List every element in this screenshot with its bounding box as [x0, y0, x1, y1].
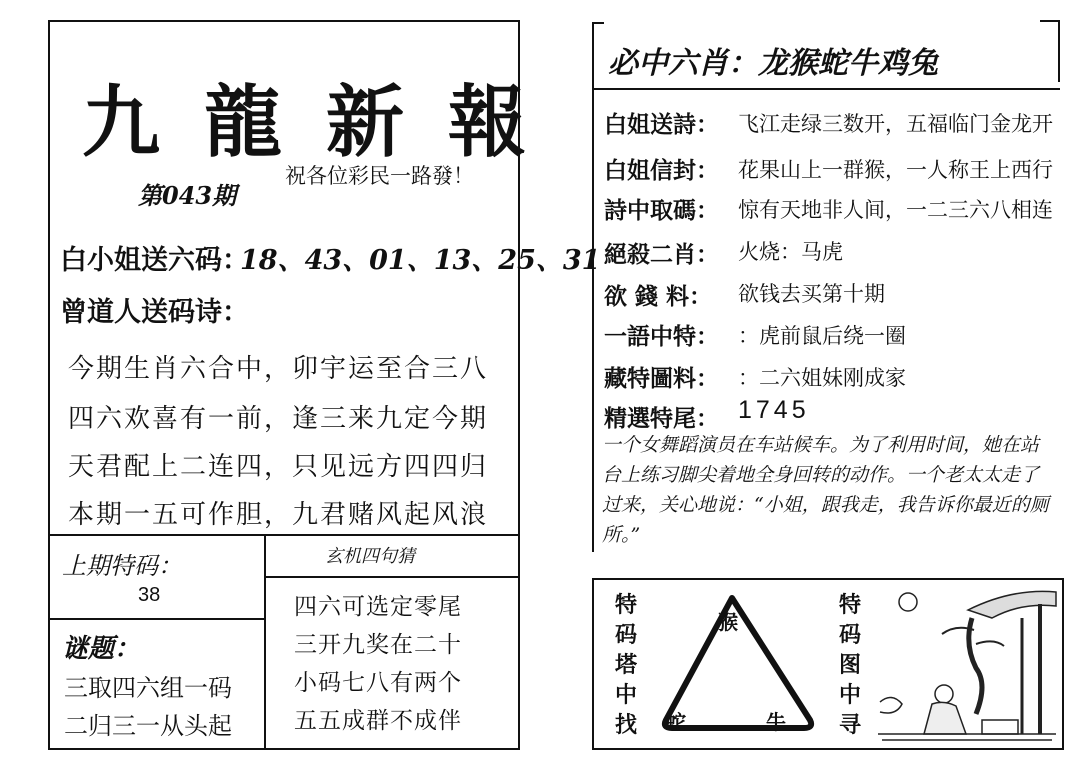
- row-label: 欲 錢 料：: [604, 283, 713, 310]
- greeting-text: 祝各位彩民一路發！: [285, 164, 474, 188]
- row-value: 惊有天地非人间，一二三六八相连: [738, 198, 1053, 222]
- row-label: 精選特尾：: [604, 405, 719, 432]
- hint-label: 谜题：: [62, 634, 141, 664]
- right-panel-left-edge: [592, 22, 594, 552]
- triangle-top-label: 猴: [718, 610, 738, 634]
- right-panel-right-edge: [1058, 20, 1060, 82]
- hint-line: 三取四六组一码: [64, 674, 232, 702]
- six-codes-label: 白小姐送六码：: [60, 245, 249, 276]
- issue-number: 第043期: [138, 181, 237, 210]
- six-zodiac-pick: 必中六肖：龙猴蛇牛鸡兔: [608, 46, 938, 81]
- row-label: 白姐送詩：: [604, 111, 719, 138]
- divider: [48, 618, 264, 620]
- right-vertical-text: 特 码 图 中 寻: [838, 592, 861, 738]
- triangle-right-label: 牛: [766, 710, 786, 734]
- row-value: 火烧：马虎: [738, 240, 843, 264]
- riddle-line: 三开九奖在二十: [294, 632, 462, 658]
- row-label: 白姐信封：: [604, 157, 719, 184]
- row-label: 絕殺二肖：: [604, 241, 719, 268]
- previous-special-value: 38: [138, 584, 161, 606]
- poem-line: 四六欢喜有一前，逢三来九定今期: [68, 404, 489, 434]
- right-panel-top-edge: [592, 22, 604, 24]
- poem-label: 曾道人送码诗：: [60, 297, 249, 328]
- hint-line: 二归三一从头起: [64, 712, 232, 740]
- divider: [592, 88, 1060, 90]
- six-codes-value: 18、43、01、13、25、31: [240, 245, 601, 276]
- poem-line: 今期生肖六合中，卯宇运至合三八: [68, 354, 489, 384]
- scholar-pavilion-illustration: [872, 584, 1058, 746]
- poem-line: 天君配上二连四，只见远方四四归: [68, 452, 489, 482]
- divider: [48, 534, 520, 536]
- row-label: 藏特圖料：: [604, 365, 719, 392]
- riddle-line: 小码七八有两个: [294, 670, 462, 696]
- row-value: 欲钱去买第十期: [738, 282, 885, 306]
- divider: [264, 576, 520, 578]
- row-value: 花果山上一群猴，一人称王上西行: [738, 158, 1053, 182]
- row-value: ：虎前鼠后绕一圈: [738, 324, 906, 348]
- joke-story: 一个女舞蹈演员在车站候车。为了利用时间，她在站台上练习脚尖着地全身回转的动作。一个老太太走了过来，关心地说：“小姐，跟我走，我告诉你最近的厕所。”: [602, 434, 1049, 546]
- right-panel-top-edge: [1040, 20, 1060, 22]
- row-value: 飞江走绿三数开，五福临门金龙开: [738, 112, 1053, 136]
- riddle-line: 四六可选定零尾: [294, 594, 462, 620]
- divider: [264, 534, 266, 750]
- row-label: 一語中特：: [604, 323, 719, 350]
- row-value: ：二六姐妹刚成家: [738, 366, 906, 390]
- previous-special-label: 上期特码：: [62, 552, 182, 580]
- masthead-title: 九龍新報: [82, 77, 571, 168]
- riddle-line: 五五成群不成伴: [294, 708, 462, 734]
- row-label: 詩中取碼：: [604, 197, 719, 224]
- left-vertical-text: 特 码 塔 中 找: [614, 592, 637, 738]
- poem-line: 本期一五可作胆，九君赌风起风浪: [68, 500, 489, 530]
- riddle-label: 玄机四句猜: [325, 546, 415, 567]
- row-value: 1745: [738, 396, 810, 424]
- triangle-left-label: 蛇: [666, 710, 686, 734]
